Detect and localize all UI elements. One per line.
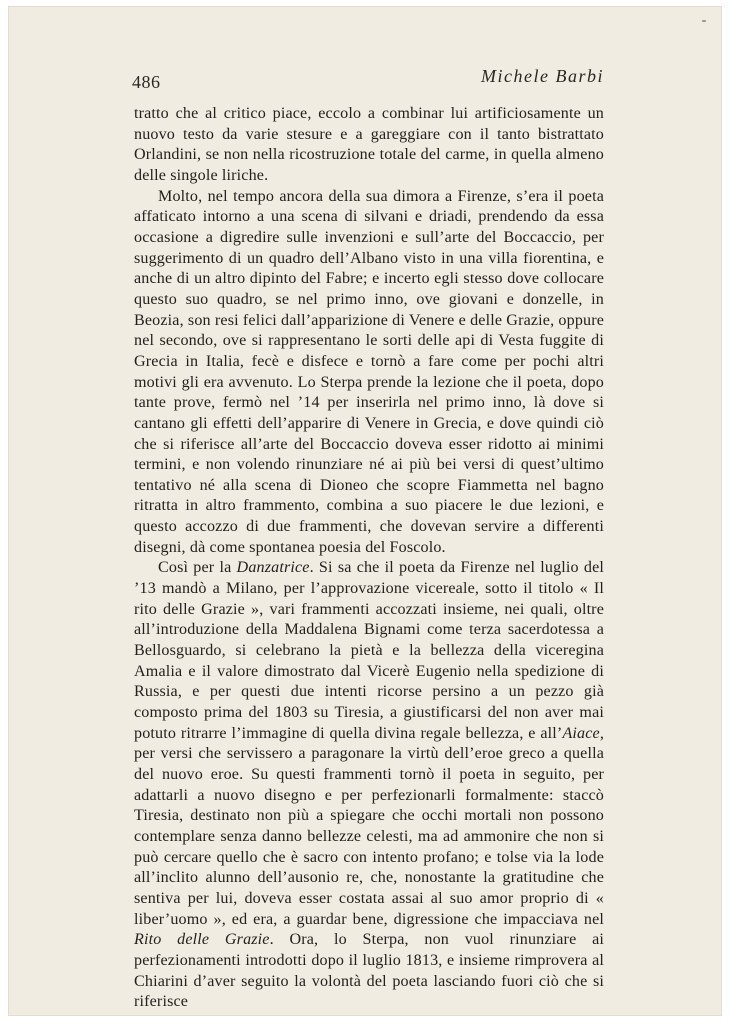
italic-title: Aiace, [562,724,604,742]
page-header [132,66,604,96]
italic-title: Danzatrice [236,559,310,577]
body-text [134,104,604,1013]
page-number: 486 [132,72,161,92]
paragraph [134,558,604,1012]
paragraph [134,187,604,559]
corner-mark [702,20,706,22]
running-head-author: Michele Barbi [481,66,604,86]
text-run: Molto, nel tempo ancora della sua dimora a Firenze, s’era il poeta affaticato intorno a una scena di silvani e driadi, prendendo da essa occasione a digredire sulle invenzioni e sull’arte del Boccaccio, per suggerimento di un quadro dell’Albano visto in una villa fiorentina, e anche di un altro dipinto del Fabre; e incerto egli stesso dove collocare questo suo quadro, se nel primo inno, ove giovani e donzelle, in Beozia, son resi felici dall’apparizione di Venere e delle Grazie, oppure nel secondo, ove si rappresentano le sorti delle api di Vesta fuggite di Grecia in Italia, fecè e disfece e tornò a fare come per pochi altri motivi gli era avvenuto. Lo Sterpa prende la lezione che il poeta, dopo tante prove, fermò nel ’14 per inserirla nel primo inno, là dove si cantano gli effetti dell’apparire di Venere in Grecia, e dove quindi ciò che si riferisce all’arte del Boccaccio doveva esser ridotto ai minimi termini, e non volendo rinunziare né ai più bei versi di quest’ultimo tentativo né alla scena di Dioneo che scopre Fiammetta nel bagno ritratta in altro frammento, combina a suo piacere le due lezioni, e questo accozzo di due frammenti, che dovevan servire a differenti disegni, dà come spontanea poesia del Foscolo. [134,187,605,556]
text-run: per versi che servissero a paragonare la virtù dell’eroe greco a quella del nuovo eroe. Su questi frammenti tornò il poeta in seguito, per adattarli a nuovo disegno e per perfezionarli formalmente: staccò Tiresia, destinato non più a spiegare che occhi mortali non possono contemplare senza danno bellezze celesti, ma ad ammonire che non si può cercare quello che è sacro con intento profano; e tolse via la lode all’inclito alunno dell’ausonio re, che, nonostante la gratitudine che sentiva per lui, doveva esser costata assai al suo amor proprio di « liber’uomo », ed era, a guardar bene, digressione che impacciava nel [134,745,604,928]
text-run: . Ora, lo Sterpa, non vuol rinunziare ai perfezionamenti introdotti dopo il luglio 1813, e insieme rimprovera al Chiarini d’aver seguito la volontà del poeta lasciando fuori ciò che si riferisce [134,931,604,1011]
text-run: tratto che al critico piace, eccolo a combinar lui artificiosamente un nuovo testo da varie stesure e a gareggiare con il tanto bistrattato Orlandini, se non nella ricostruzione totale del carme, in quella almeno delle singole liriche. [134,105,604,184]
text-run: . Si sa che il poeta da Firenze nel luglio del ’13 mandò a Milano, per l’approvazione vicereale, sotto il titolo « Il rito delle Grazie », vari frammenti accozzati insieme, nei quali, oltre all’introduzione della Maddalena Bignami come terza sacerdotessa a Bellosguardo, si celebrano la pietà e la bellezza della viceregina Amalia e il valore dimostrato dal Vicerè Eugenio nella spedizione di Russia, e per questi due intenti ricorse persino a un pezzo già composto prima del 1803 su Tiresia, a giustificarsi del non aver mai potuto ritrarre l’immagine di quella divina regale bellezza, e all’ [134,559,604,742]
text-run: Così per la [158,559,237,577]
italic-title: Rito delle Grazie [134,931,270,949]
paragraph [134,104,604,187]
